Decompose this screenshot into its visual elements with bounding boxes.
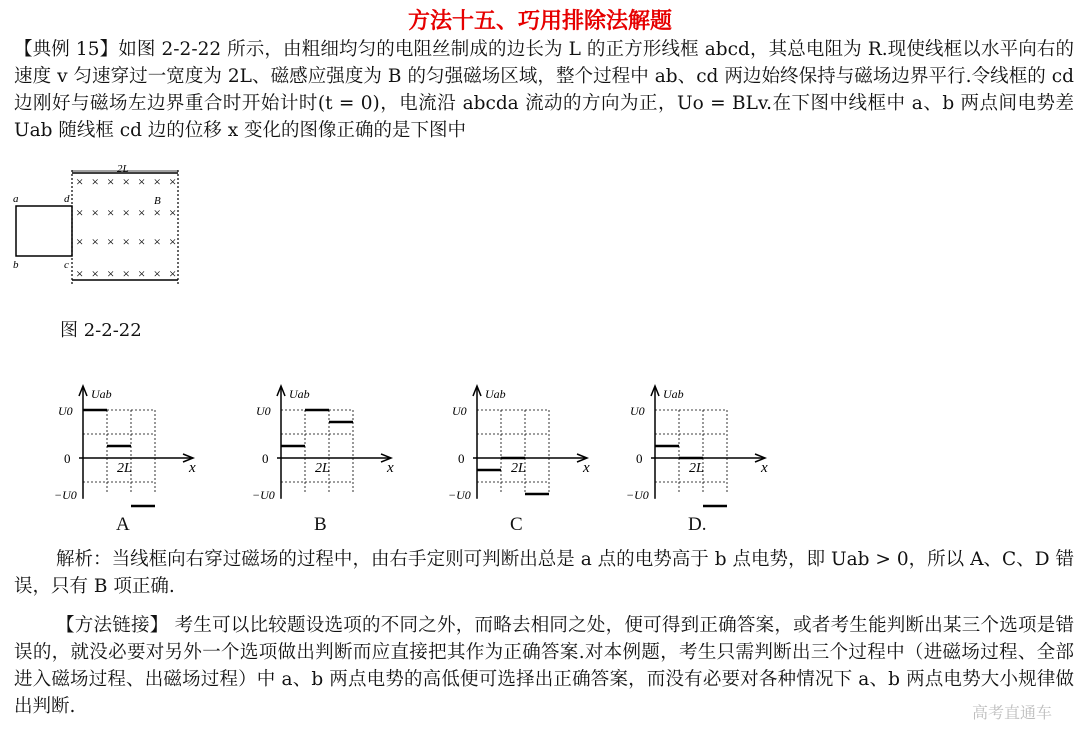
field-cross: × [107,205,115,220]
option-graph-4 [626,370,790,535]
option-label: C [510,514,523,535]
svg-text:U0: U0 [58,404,73,418]
field-cross: × [138,234,146,249]
option-graph-3 [448,370,612,535]
svg-text:0: 0 [262,451,269,466]
field-cross: × [107,234,115,249]
svg-text:Uab: Uab [289,387,310,401]
svg-text:−U0: −U0 [252,488,275,502]
field-cross: × [91,174,99,189]
field-cross: × [138,205,146,220]
field-cross: × [153,266,161,281]
svg-text:−U0: −U0 [448,488,471,502]
svg-text:x: x [189,460,196,476]
watermark: 高考直通车 [971,703,1052,722]
figure-caption: 图 2-2-22 [60,320,142,341]
field-cross: × [91,234,99,249]
option-graph-2 [252,370,416,535]
field-cross: × [138,266,146,281]
field-cross: × [107,174,115,189]
field-cross: × [169,266,177,281]
svg-text:x: x [761,460,768,476]
field-cross: × [122,234,130,249]
svg-text:0: 0 [458,451,465,466]
svg-text:x: x [387,460,394,476]
svg-text:−U0: −U0 [54,488,77,502]
field-cross: × [76,266,84,281]
figure-square-frame-field [8,163,188,291]
method-link-text: 【方法链接】 考生可以比较题设选项的不同之外，而略去相同之处，便可得到正确答案，或者考生能判断出某三个选项是错误的，就没必要对另外一个选项做出判断而应直接把其作为正确答案.对本例题，考生只需判断出三个过程中（进磁场过程、全部进入磁场过程、出磁场过程）中 a、b 两点电势的高低便可选择出正确答案，而没有必要对各种情况下 a、b 两点电势大小规律做出判断. [14,615,1074,717]
option-label: B [314,514,327,535]
svg-text:2L: 2L [315,461,330,476]
svg-text:2L: 2L [689,461,704,476]
svg-text:−U0: −U0 [626,488,649,502]
svg-text:0: 0 [636,451,643,466]
svg-text:d: d [64,193,70,205]
field-cross: × [138,174,146,189]
field-cross: × [169,174,177,189]
field-cross: × [122,266,130,281]
field-cross: × [169,205,177,220]
field-cross: × [169,234,177,249]
svg-text:B: B [154,195,161,207]
option-label: D. [688,514,707,535]
field-cross: × [153,234,161,249]
field-cross: × [122,205,130,220]
option-label: A [116,514,130,535]
field-cross: × [153,174,161,189]
svg-text:b: b [13,259,19,271]
svg-text:Uab: Uab [485,387,506,401]
option-graph-1 [54,370,218,535]
svg-text:x: x [583,460,590,476]
field-cross: × [153,205,161,220]
field-cross: × [76,234,84,249]
svg-text:c: c [64,259,69,271]
problem-statement: 【典例 15】如图 2-2-22 所示，由粗细均匀的电阻丝制成的边长为 L 的正方形线框 abcd，其总电阻为 R.现使线框以水平向右的速度 v 匀速穿过一宽度为 2L、磁感应强度为 B 的匀强磁场区域，整个过程中 ab、cd 两边始终保持与磁场边界平行.令线框的 cd 边刚好与磁场左边界重合时开始计时(t = 0)，电流沿 abcda 流动的方向为正，Uo = BLv.在下图中线框中 a、b 两点间电势差 Uab 随线框 cd 边的位移 x 变化的图像正确的是下图中 [14,39,1074,141]
field-cross: × [76,205,84,220]
svg-text:U0: U0 [452,404,467,418]
svg-text:Uab: Uab [91,387,112,401]
analysis-text: 解析：当线框向右穿过磁场的过程中，由右手定则可判断出总是 a 点的电势高于 b 点电势，即 Uab > 0，所以 A、C、D 错误，只有 B 项正确. [14,549,1074,597]
field-cross: × [91,266,99,281]
svg-text:a: a [13,193,19,205]
field-cross: × [122,174,130,189]
svg-text:Uab: Uab [663,387,684,401]
svg-text:2L: 2L [117,461,132,476]
svg-text:2L: 2L [511,461,526,476]
field-cross: × [76,174,84,189]
field-cross: × [107,266,115,281]
svg-text:0: 0 [64,451,71,466]
figure-width-label: 2L [117,163,129,175]
svg-text:U0: U0 [256,404,271,418]
page-title: 方法十五、巧用排除法解题 [407,9,672,34]
field-cross: × [91,205,99,220]
svg-text:U0: U0 [630,404,645,418]
